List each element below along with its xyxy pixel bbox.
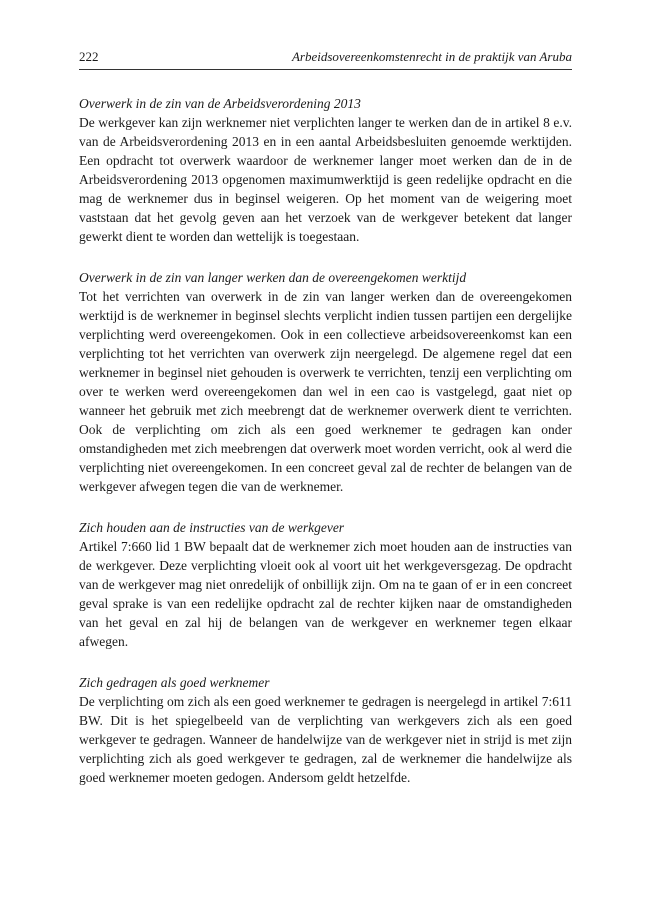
header-divider bbox=[79, 69, 572, 70]
page-number: 222 bbox=[79, 49, 99, 64]
section-heading: Overwerk in de zin van langer werken dan de overeengekomen werktijd bbox=[79, 270, 467, 285]
section-heading: Zich gedragen als goed werknemer bbox=[79, 675, 270, 690]
section-paragraph: Artikel 7:660 lid 1 BW bepaalt dat de werknemer zich moet houden aan de instructies van de werkgever. Deze verplichting vloeit ook al voort uit het werkgeversgezag. De opdracht van de werkgever mag niet onredelijk of onbillijk zijn. Om na te gaan of er in een concreet geval sprake is van een redelijke opdracht zal de rechter kijken naar de omstandigheden van het geval en zal hij de belangen van de werkgever en werknemer tegen elkaar afwegen. bbox=[79, 539, 572, 649]
section-overwerk-arbeidsverordening bbox=[79, 94, 572, 246]
section-paragraph: De verplichting om zich als een goed werknemer te gedragen is neergelegd in artikel 7:611 BW. Dit is het spiegelbeeld van de verplichting van werkgevers zich als een goed werkgever te gedragen. Wanneer de handelwijze van de werkgever niet in strijd is met zijn verplichting zich als goed werkgever te gedragen, zal de werknemer die handelwijze als goed werknemer moeten gedogen. Andersom geldt hetzelfde. bbox=[79, 694, 572, 785]
section-instructies-werkgever bbox=[79, 518, 572, 651]
section-heading: Zich houden aan de instructies van de werkgever bbox=[79, 520, 345, 535]
page-content bbox=[79, 94, 572, 809]
section-goed-werknemer bbox=[79, 673, 572, 787]
section-overwerk-werktijd bbox=[79, 268, 572, 496]
running-header-title: Arbeidsovereenkomstenrecht in de praktijk van Aruba bbox=[291, 49, 572, 64]
section-heading: Overwerk in de zin van de Arbeidsverordening 2013 bbox=[79, 96, 361, 111]
section-paragraph: De werkgever kan zijn werknemer niet verplichten langer te werken dan de in artikel 8 e.v. van de Arbeidsverordening 2013 en in een aantal Arbeidsbesluiten genoemde werktijden. Een opdracht tot overwerk waardoor de werknemer langer moet werken dan de in de Arbeidsverordening 2013 opgenomen maximumwerktijd is geen redelijke opdracht en die mag de werknemer dus in beginsel weigeren. Op het moment van de weigering moet vaststaan dat het gevolg geven aan het verzoek van de werkgever betekent dat langer gewerkt dient te worden dan wettelijk is toegestaan. bbox=[79, 115, 572, 244]
section-paragraph: Tot het verrichten van overwerk in de zin van langer werken dan de overeengekomen werktijd is de werknemer in beginsel slechts verplicht indien tussen partijen een dergelijke verplichting werd overeengekomen. Ook in een collectieve arbeidsovereenkomst kan een verplichting tot het verrichten van overwerk zijn neergelegd. De algemene regel dat een werknemer in beginsel niet gehouden is overwerk te verrichten, tenzij een verplichting om over te werken werd overeengekomen dan wel in een cao is vastgelegd, gaat niet op wanneer het gebruik met zich meebrengt dat de werknemer overwerk dient te verrichten. Ook de verplichting om zich als een goed werknemer te gedragen kan onder omstandigheden met zich meebrengen dat overwerk moet worden verricht, ook al werd die verplichting niet overeengekomen. In een concreet geval zal de rechter de belangen van de werkgever afwegen tegen die van de werknemer. bbox=[79, 289, 572, 494]
